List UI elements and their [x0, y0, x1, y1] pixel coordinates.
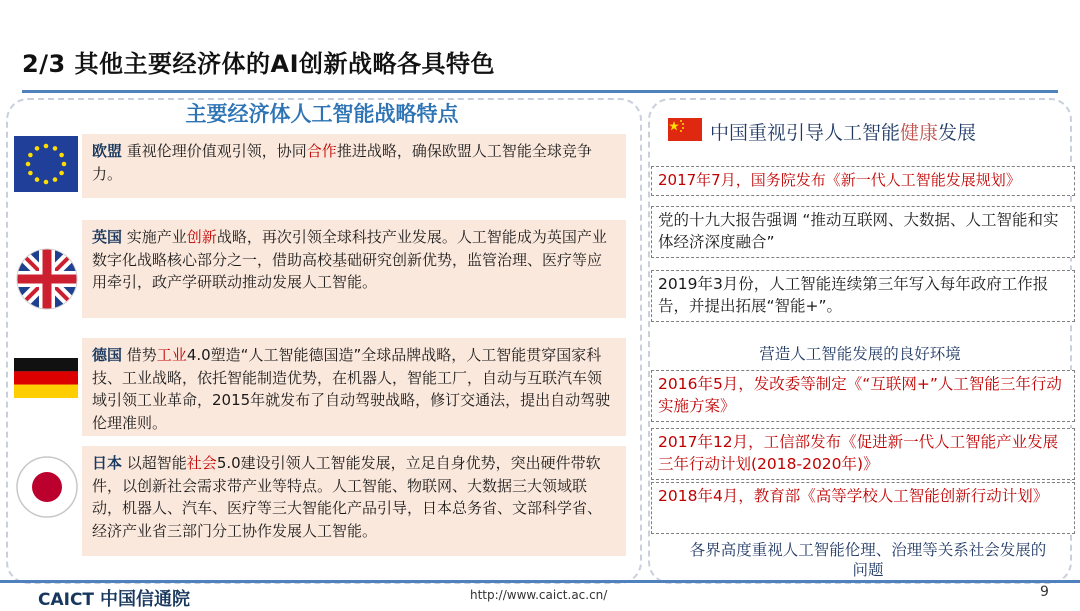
- policy-item-2: 党的十九大报告强调 “推动互联网、大数据、人工智能和实体经济深度融合”: [651, 206, 1075, 258]
- japan-text-b: 5.0建设引领人工智能发展，立足自身优势，突出硬件带软件，以创新社会需求带产业等特点。人工智能、物联网、大数据三大领域联动，机器人、汽车、医疗等三大智能化产品引导，日本总务省、文部科学省、经济产业省三部门分工协作发展人工智能。: [92, 454, 603, 540]
- uk-text-b: 战略，再次引领全球科技产业发展。人工智能成为英国产业数字化战略核心部分之一，借助高校基础研究创新优势，监管治理、医疗等应用牵引，政产学研联动推动发展人工智能。: [92, 228, 607, 291]
- page-number: 9: [1040, 584, 1049, 600]
- ethics-note: 各界高度重视人工智能伦理、治理等关系社会发展的问题: [689, 541, 1047, 579]
- eu-block: [82, 134, 626, 198]
- eu-name: 欧盟: [92, 142, 123, 160]
- policy-item-3: 2019年3月份，人工智能连续第三年写入每年政府工作报告，并提出拓展“智能+”。: [651, 270, 1075, 322]
- eu-flag-icon: [14, 136, 78, 192]
- footer-divider: [0, 580, 1080, 583]
- japan-highlight: 社会: [186, 454, 217, 472]
- logo-en: CAICT: [38, 590, 95, 610]
- policy-item-5: 2017年12月，工信部发布《促进新一代人工智能产业发展三年行动计划(2018-2020年)》: [651, 428, 1075, 480]
- title-divider: [22, 90, 1058, 93]
- left-panel-header: 主要经济体人工智能战略特点: [185, 102, 459, 126]
- right-header-c: 发展: [938, 122, 977, 144]
- right-panel-header: [710, 118, 976, 145]
- policy-item-4: 2016年5月，发改委等制定《“互联网+”人工智能三年行动实施方案》: [651, 370, 1075, 422]
- japan-flag-icon: [16, 456, 78, 518]
- uk-flag-icon: [16, 248, 78, 310]
- uk-text-a: 实施产业: [122, 228, 187, 246]
- germany-flag-icon: [14, 358, 78, 398]
- japan-text-a: 以超智能: [122, 454, 187, 472]
- environment-sub-header: 营造人工智能发展的良好环境: [759, 345, 961, 363]
- germany-highlight: 工业: [156, 346, 187, 364]
- china-flag-icon: [668, 118, 702, 141]
- policy-item-6: 2018年4月，教育部《高等学校人工智能创新行动计划》: [651, 482, 1075, 534]
- eu-text-a: 重视伦理价值观引领，协同: [122, 142, 307, 160]
- germany-text-a: 借势: [122, 346, 157, 364]
- uk-highlight: 创新: [186, 228, 217, 246]
- japan-name: 日本: [92, 454, 123, 472]
- japan-block: [82, 446, 626, 556]
- logo-cn: 中国信通院: [100, 589, 191, 610]
- eu-highlight: 合作: [306, 142, 337, 160]
- uk-block: [82, 220, 626, 318]
- uk-name: 英国: [92, 228, 123, 246]
- policy-item-1: 2017年7月，国务院发布《新一代人工智能发展规划》: [651, 166, 1075, 196]
- caict-logo: [38, 585, 190, 611]
- right-header-highlight: 健康: [900, 122, 939, 144]
- slide-title: 2/3 其他主要经济体的AI创新战略各具特色: [22, 50, 496, 78]
- germany-text-b: 4.0塑造“人工智能德国造”全球品牌战略，人工智能贯穿国家科技、工业战略，依托智能制造优势，在机器人，智能工厂，自动与互联汽车领域引领工业革命，2015年就发布了自动驾驶战略，修订交通法，提出自动驾驶伦理准则。: [92, 346, 611, 432]
- germany-block: [82, 338, 626, 436]
- germany-name: 德国: [92, 346, 123, 364]
- right-header-a: 中国重视引导人工智能: [710, 122, 901, 144]
- eu-text-b: 推进战略，确保欧盟人工智能全球竞争力。: [92, 142, 592, 183]
- footer-url[interactable]: http://www.caict.ac.cn/: [470, 588, 608, 602]
